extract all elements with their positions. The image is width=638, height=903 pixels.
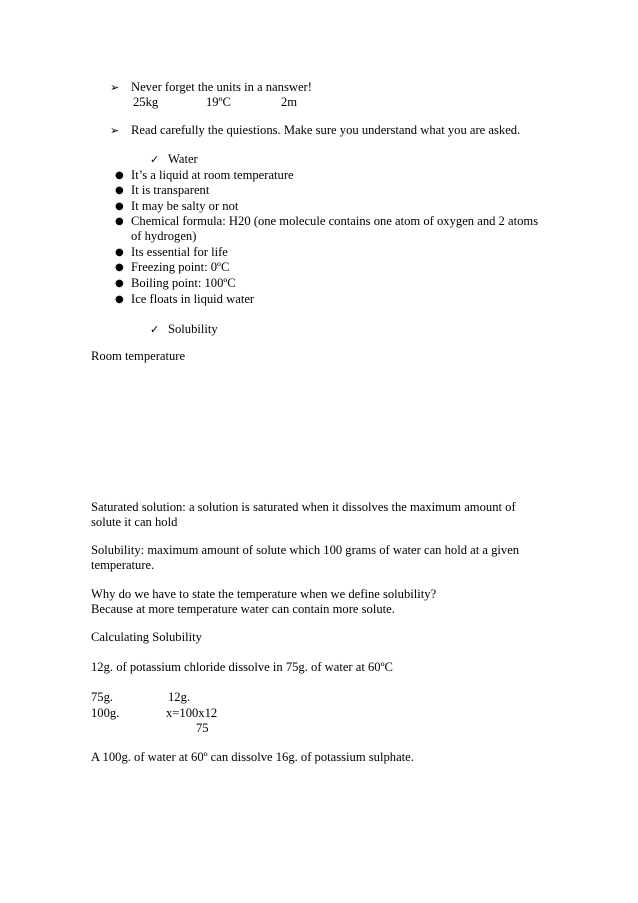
temperature-question: Why do we have to state the temperature when we define solubility? xyxy=(91,587,437,601)
proportion-denominator: 75 xyxy=(196,721,209,735)
arrow-bullet-icon: ➢ xyxy=(110,124,120,137)
checkmark-icon: ✓ xyxy=(150,153,160,166)
bullet-icon: ● xyxy=(115,170,124,181)
water-item: Its essential for life xyxy=(131,245,228,259)
water-item: It may be salty or not xyxy=(131,199,239,213)
water-item: Chemical formula: H20 (one molecule contains one atom of oxygen and 2 atoms xyxy=(131,214,539,228)
solubility-definition-line: Solubility: maximum amount of solute which 100 grams of water can hold at a given xyxy=(91,543,520,557)
arrow-bullet-icon: ➢ xyxy=(110,81,120,94)
units-example-length: 2m xyxy=(281,95,298,109)
water-item: Freezing point: 0ºC xyxy=(131,260,230,274)
water-item: Ice floats in liquid water xyxy=(131,292,255,306)
solubility-conclusion: A 100g. of water at 60º can dissolve 16g. of potassium sulphate. xyxy=(91,750,414,764)
water-item-continued: of hydrogen) xyxy=(131,229,197,243)
solubility-heading: Solubility xyxy=(168,322,218,336)
bullet-icon: ● xyxy=(115,278,124,289)
saturated-definition-line: Saturated solution: a solution is saturated when it dissolves the maximum amount of xyxy=(91,500,516,514)
calculation-example: 12g. of potassium chloride dissolve in 75g. of water at 60ºC xyxy=(91,660,393,674)
proportion-row2-left: 100g. xyxy=(91,706,120,720)
calculating-heading: Calculating Solubility xyxy=(91,630,202,644)
checkmark-icon: ✓ xyxy=(150,323,160,336)
bullet-icon: ● xyxy=(115,294,124,305)
water-heading: Water xyxy=(168,152,198,166)
bullet-icon: ● xyxy=(115,216,124,227)
proportion-row1-left: 75g. xyxy=(91,690,114,704)
solubility-definition-line: temperature. xyxy=(91,558,155,572)
water-item: It is transparent xyxy=(131,183,210,197)
units-example-mass: 25kg xyxy=(133,95,159,109)
saturated-definition-line: solute it can hold xyxy=(91,515,178,529)
temperature-answer: Because at more temperature water can contain more solute. xyxy=(91,602,395,616)
water-item: It’s a liquid at room temperature xyxy=(131,168,294,182)
proportion-row1-right: 12g. xyxy=(168,690,191,704)
units-example-temperature: 19ºC xyxy=(206,95,231,109)
proportion-row2-right: x=100x12 xyxy=(166,706,218,720)
bullet-icon: ● xyxy=(115,247,124,258)
water-item: Boiling point: 100ºC xyxy=(131,276,236,290)
units-tip-text: Never forget the units in a nanswer! xyxy=(131,80,312,94)
room-temperature-label: Room temperature xyxy=(91,349,186,363)
bullet-icon: ● xyxy=(115,262,124,273)
bullet-icon: ● xyxy=(115,185,124,196)
read-tip-text: Read carefully the quiestions. Make sure you understand what you are asked. xyxy=(131,123,521,137)
bullet-icon: ● xyxy=(115,201,124,212)
